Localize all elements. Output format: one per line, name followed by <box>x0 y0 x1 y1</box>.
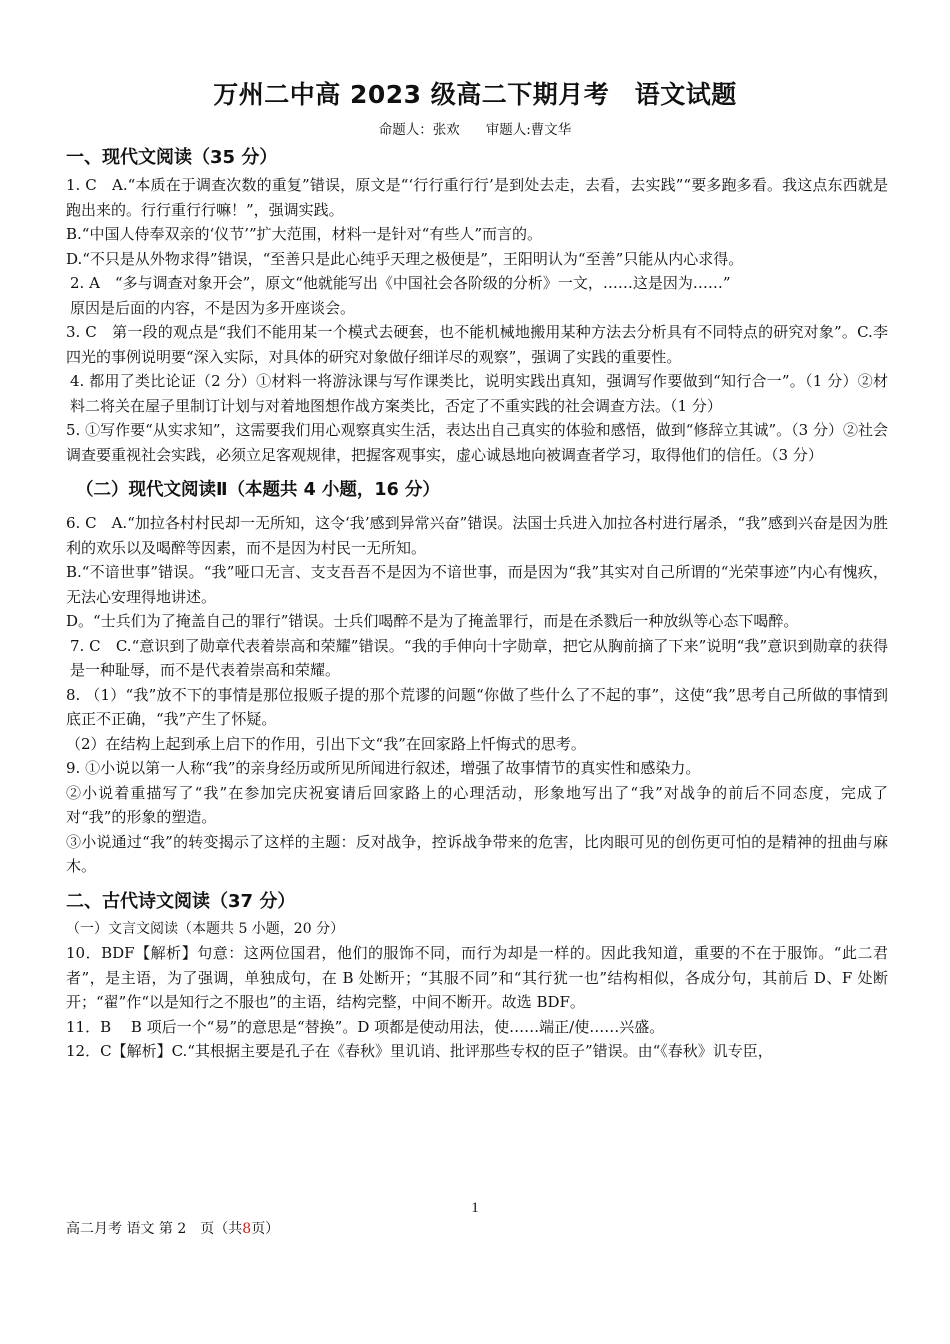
page-footer <box>66 1218 279 1240</box>
answer-paragraph: B.“不谙世事”错误。“我”哑口无言、支支吾吾不是因为不谙世事，而是因为“我”其实对自己所谓的“光荣事迹”内心有愧疚，无法心安理得地讲述。 <box>66 563 888 606</box>
reviewer: 审题人:曹文华 <box>485 122 572 138</box>
answer-content <box>66 143 888 1064</box>
page-title: 万州二中高 2023 级高二下期月考 语文试题 <box>213 80 737 109</box>
page-number: 1 <box>471 1200 479 1216</box>
answer-paragraph: 2. A “多与调查对象开会”，原文“他就能写出《中国社会各阶级的分析》一文，……这是因为……” <box>70 274 731 292</box>
answer-paragraph: 8. （1）“我”放不下的事情是那位报贩子提的那个荒谬的问题“你做了些什么了不起的事”，这使“我”思考自己所做的事情到底正不正确，“我”产生了怀疑。 <box>66 685 888 728</box>
answer-paragraph: 10．BDF【解析】句意：这两位国君，他们的服饰不同，而行为却是一样的。因此我知道，重要的不在于服饰。“此二君者”，是主语，为了强调，单独成句，在 B 处断开；“其服不同”和“其行犹一也”结构相似，各成分句，其前后 D、F 处断开；“翟”作“以是知行之不服也”的主语，结构完整，中间不断开。故选 BDF。 <box>66 944 888 1011</box>
answer-paragraph: 4. 都用了类比论证（2 分）①材料一将游泳课与写作课类比，说明实践出真知，强调写作要做到“知行合一”。（1 分）②材料二将关在屋子里制订计划与对着地图想作战方案类比，否定了不重实践的社会调查方法。（1 分） <box>70 372 888 415</box>
answer-paragraph: 原因是后面的内容，不是因为多开座谈会。 <box>70 298 356 317</box>
answer-paragraph: 11．B B 项后一个“易”的意思是“替换”。D 项都是使动用法，使……端正/使……兴盛。 <box>66 1017 665 1036</box>
section-heading: 一、现代文阅读（35 分） <box>66 147 278 168</box>
answer-paragraph: 12．C【解析】C.“其根据主要是孔子在《春秋》里讥诮、批评那些专权的臣子”错误。由“《春秋》讥专臣， <box>66 1042 773 1060</box>
authors-line <box>0 120 950 140</box>
answer-paragraph: ②小说着重描写了“我”在参加完庆祝宴请后回家路上的心理活动，形象地写出了“我”对战争的前后不同态度，完成了对“我”的形象的塑造。 <box>66 783 888 826</box>
footer-suffix: 页） <box>251 1221 280 1237</box>
proposer: 命题人：张欢 <box>378 122 460 138</box>
section-heading: （二）现代文阅读Ⅱ（本题共 4 小题，16 分） <box>76 480 440 500</box>
answer-paragraph: ③小说通过“我”的转变揭示了这样的主题：反对战争，控诉战争带来的危害，比肉眼可见的创伤更可怕的是精神的扭曲与麻木。 <box>66 832 888 875</box>
footer-total-pages: 8 <box>242 1221 252 1237</box>
answer-paragraph: 6. C A.“加拉各村村民却一无所知，这令‘我’感到异常兴奋”错误。法国士兵进入加拉各村进行屠杀，“我”感到兴奋是因为胜利的欢乐以及喝醉等因素，而不是因为村民一无所知。 <box>66 514 888 557</box>
answer-paragraph: 3. C 第一段的观点是“我们不能用某一个模式去硬套，也不能机械地搬用某种方法去分析具有不同特点的研究对象”。C.李四光的事例说明要“深入实际，对具体的研究对象做仔细详尽的观察”，强调了实践的重要性。 <box>66 323 888 366</box>
answer-paragraph: （2）在结构上起到承上启下的作用，引出下文“我”在回家路上忏悔式的思考。 <box>66 734 586 753</box>
subsection-heading: （一）文言文阅读（本题共 5 小题，20 分） <box>66 920 345 937</box>
answer-paragraph: B.“中国人侍奉双亲的‘仪节’”扩大范围，材料一是针对“有些人”而言的。 <box>66 225 543 243</box>
answer-paragraph: 5. ①写作要“从实求知”，这需要我们用心观察真实生活，表达出自己真实的体验和感悟，做到“修辞立其诚”。（3 分）②社会调查要重视社会实践，必须立足客观规律，把握客观事实，虚心诚恳地向被调查者学习，取得他们的信任。（3 分） <box>66 421 888 464</box>
section-heading: 二、古代诗文阅读（37 分） <box>66 890 296 912</box>
answer-paragraph: 9. ①小说以第一人称“我”的亲身经历或所见所闻进行叙述，增强了故事情节的真实性和感染力。 <box>66 759 701 777</box>
answer-paragraph: D。“士兵们为了掩盖自己的罪行”错误。士兵们喝醉不是为了掩盖罪行，而是在杀戮后一种放纵等心态下喝醉。 <box>66 612 799 630</box>
answer-paragraph: 1. C A.“本质在于调查次数的重复”错误，原文是“‘行行重行行’是到处去走，去看，去实践”“要多跑多看。我这点东西就是跑出来的。行行重行行嘛！”，强调实践。 <box>66 176 888 219</box>
footer-prefix: 高二月考 语文 第 2 页（共 <box>66 1221 243 1237</box>
answer-paragraph: 7. C C.“意识到了勋章代表着崇高和荣耀”错误。“我的手伸向十字勋章，把它从胸前摘了下来”说明“我”意识到勋章的获得是一种耻辱，而不是代表着崇高和荣耀。 <box>70 636 888 679</box>
answer-paragraph: D.“不只是从外物求得”错误，“至善只是此心纯乎天理之极便是”，王阳明认为“至善”只能从内心求得。 <box>66 249 744 268</box>
